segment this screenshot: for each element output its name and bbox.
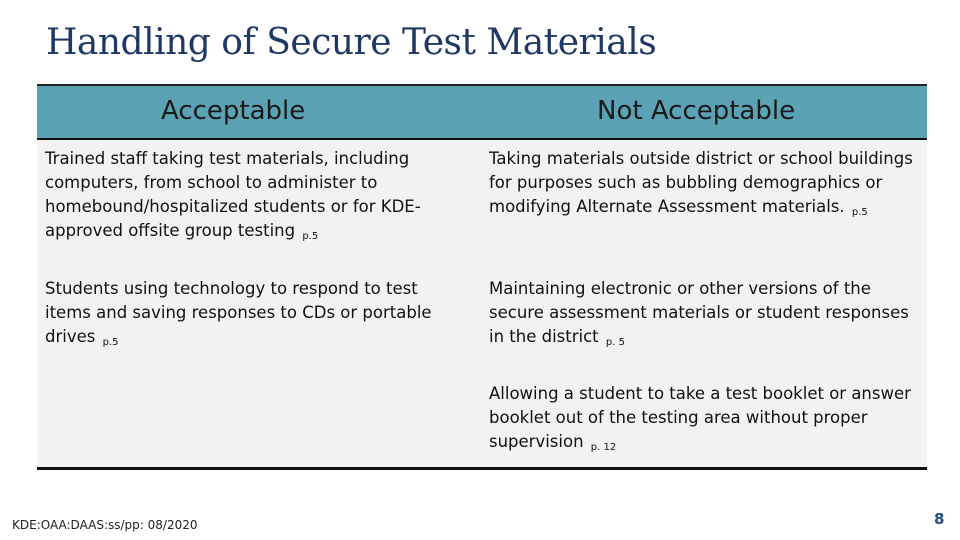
item-text: Trained staff taking test materials, including computers, from school to administer to homebound/hospitalized students or for KDE-approved offsite group testing [45,149,421,240]
slide-title: Handling of Secure Test Materials [46,22,657,63]
not-acceptable-item [489,382,925,460]
item-text: Taking materials outside district or school buildings for purposes such as bubbling demographics or modifying Alternate Assessment materials. [489,149,913,216]
header-not-acceptable: Not Acceptable [597,96,796,126]
acceptable-item [45,147,465,249]
item-text: Students using technology to respond to test items and saving responses to CDs or portable drives [45,279,432,346]
page-reference: p. 12 [590,442,617,453]
not-acceptable-item [489,147,925,225]
page-reference: p.5 [851,207,868,218]
comparison-table [37,84,927,470]
page-reference: p.5 [102,337,119,348]
table-header-row [37,86,927,140]
footer-code: KDE:OAA:DAAS:ss/pp: 08/2020 [12,518,198,532]
page-reference: p. 5 [605,337,625,348]
acceptable-item [45,277,465,355]
item-text: Allowing a student to take a test booklet or answer booklet out of the testing area without proper supervision [489,384,911,451]
page-reference: p.5 [302,231,319,242]
page-number: 8 [934,510,945,528]
not-acceptable-item [489,277,925,355]
header-acceptable: Acceptable [161,96,306,126]
item-text: Maintaining electronic or other versions of the secure assessment materials or student responses in the district [489,279,909,346]
